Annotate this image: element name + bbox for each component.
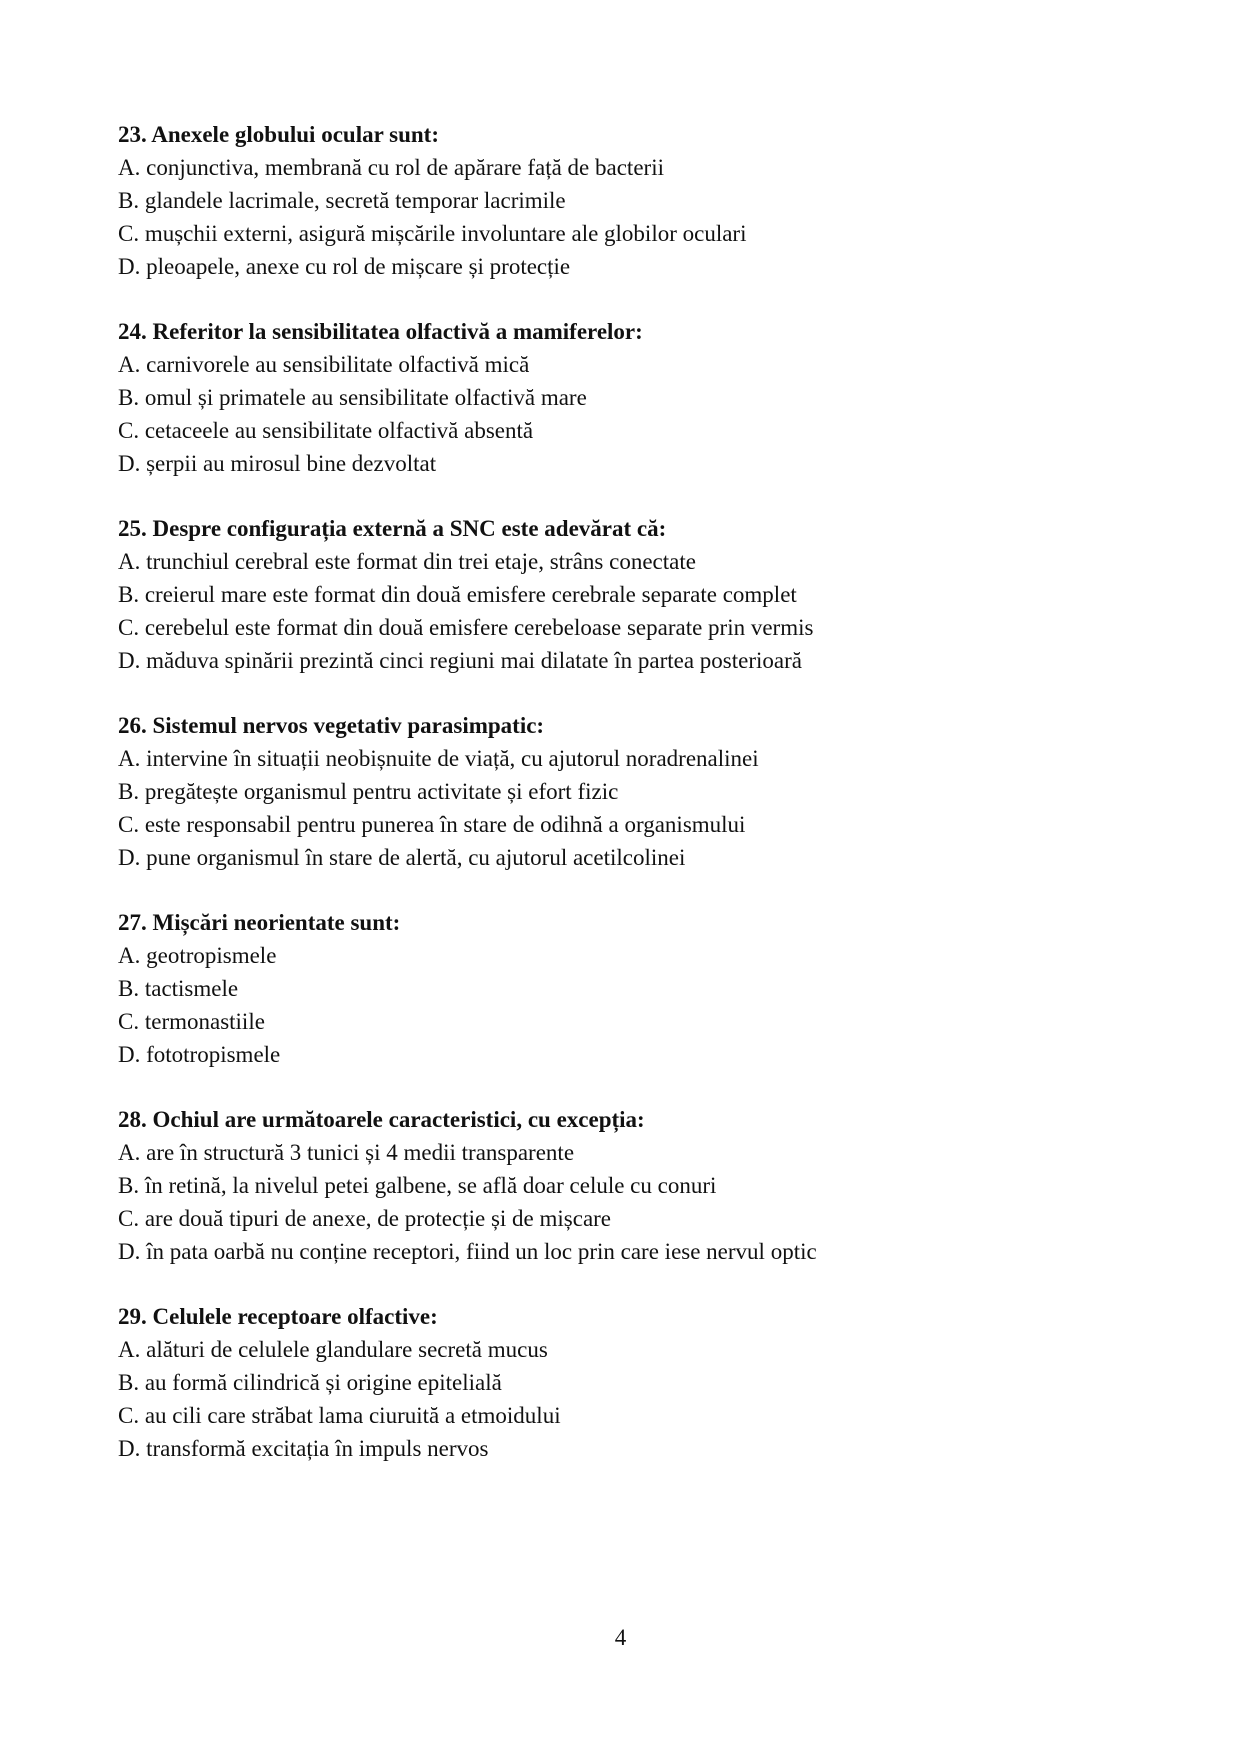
answer-option-c: C. au cili care străbat lama ciuruită a etmoidului <box>118 1403 561 1428</box>
answer-option-a: A. alături de celulele glandulare secretă mucus <box>118 1337 548 1362</box>
answer-option-a: A. trunchiul cerebral este format din trei etaje, strâns conectate <box>118 549 696 574</box>
question-title: 28. Ochiul are următoarele caracteristici, cu excepția: <box>118 1107 645 1132</box>
question-23 <box>118 118 1138 283</box>
answer-option-d: D. transformă excitația în impuls nervos <box>118 1436 489 1461</box>
answer-option-d: D. șerpii au mirosul bine dezvoltat <box>118 451 437 476</box>
answer-option-b: B. pregătește organismul pentru activitate și efort fizic <box>118 779 619 804</box>
answer-option-b: B. creierul mare este format din două emisfere cerebrale separate complet <box>118 582 797 607</box>
question-list <box>118 118 1138 1497</box>
answer-option-a: A. carnivorele au sensibilitate olfactivă mică <box>118 352 530 377</box>
answer-option-d: D. pleoapele, anexe cu rol de mișcare și protecție <box>118 254 571 279</box>
answer-option-c: C. cerebelul este format din două emisfere cerebeloase separate prin vermis <box>118 615 814 640</box>
answer-option-c: C. are două tipuri de anexe, de protecție și de mișcare <box>118 1206 612 1231</box>
answer-option-a: A. are în structură 3 tunici și 4 medii transparente <box>118 1140 575 1165</box>
answer-option-b: B. glandele lacrimale, secretă temporar lacrimile <box>118 188 566 213</box>
answer-option-d: D. fototropismele <box>118 1042 281 1067</box>
page-number: 4 <box>614 1625 627 1650</box>
question-title: 27. Mișcări neorientate sunt: <box>118 910 401 935</box>
question-title: 26. Sistemul nervos vegetativ parasimpatic: <box>118 713 545 738</box>
question-28 <box>118 1103 1138 1268</box>
question-24 <box>118 315 1138 480</box>
question-29 <box>118 1300 1138 1465</box>
question-title: 25. Despre configurația externă a SNC este adevărat că: <box>118 516 667 541</box>
answer-option-d: D. în pata oarbă nu conține receptori, fiind un loc prin care iese nervul optic <box>118 1239 817 1264</box>
question-title: 29. Celulele receptoare olfactive: <box>118 1304 438 1329</box>
answer-option-b: B. omul și primatele au sensibilitate olfactivă mare <box>118 385 587 410</box>
question-title: 23. Anexele globului ocular sunt: <box>118 122 439 147</box>
question-26 <box>118 709 1138 874</box>
answer-option-b: B. în retină, la nivelul petei galbene, se află doar celule cu conuri <box>118 1173 717 1198</box>
answer-option-c: C. este responsabil pentru punerea în stare de odihnă a organismului <box>118 812 746 837</box>
answer-option-a: A. geotropismele <box>118 943 277 968</box>
question-25 <box>118 512 1138 677</box>
answer-option-d: D. pune organismul în stare de alertă, cu ajutorul acetilcolinei <box>118 845 686 870</box>
answer-option-a: A. intervine în situații neobișnuite de viață, cu ajutorul noradrenalinei <box>118 746 759 771</box>
answer-option-c: C. termonastiile <box>118 1009 265 1034</box>
answer-option-d: D. măduva spinării prezintă cinci regiuni mai dilatate în partea posterioară <box>118 648 802 673</box>
answer-option-c: C. cetaceele au sensibilitate olfactivă absentă <box>118 418 534 443</box>
question-27 <box>118 906 1138 1071</box>
answer-option-b: B. au formă cilindrică și origine epitelială <box>118 1370 502 1395</box>
question-title: 24. Referitor la sensibilitatea olfactivă a mamiferelor: <box>118 319 643 344</box>
answer-option-b: B. tactismele <box>118 976 239 1001</box>
answer-option-c: C. mușchii externi, asigură mișcările involuntare ale globilor oculari <box>118 221 747 246</box>
answer-option-a: A. conjunctiva, membrană cu rol de apărare față de bacterii <box>118 155 664 180</box>
